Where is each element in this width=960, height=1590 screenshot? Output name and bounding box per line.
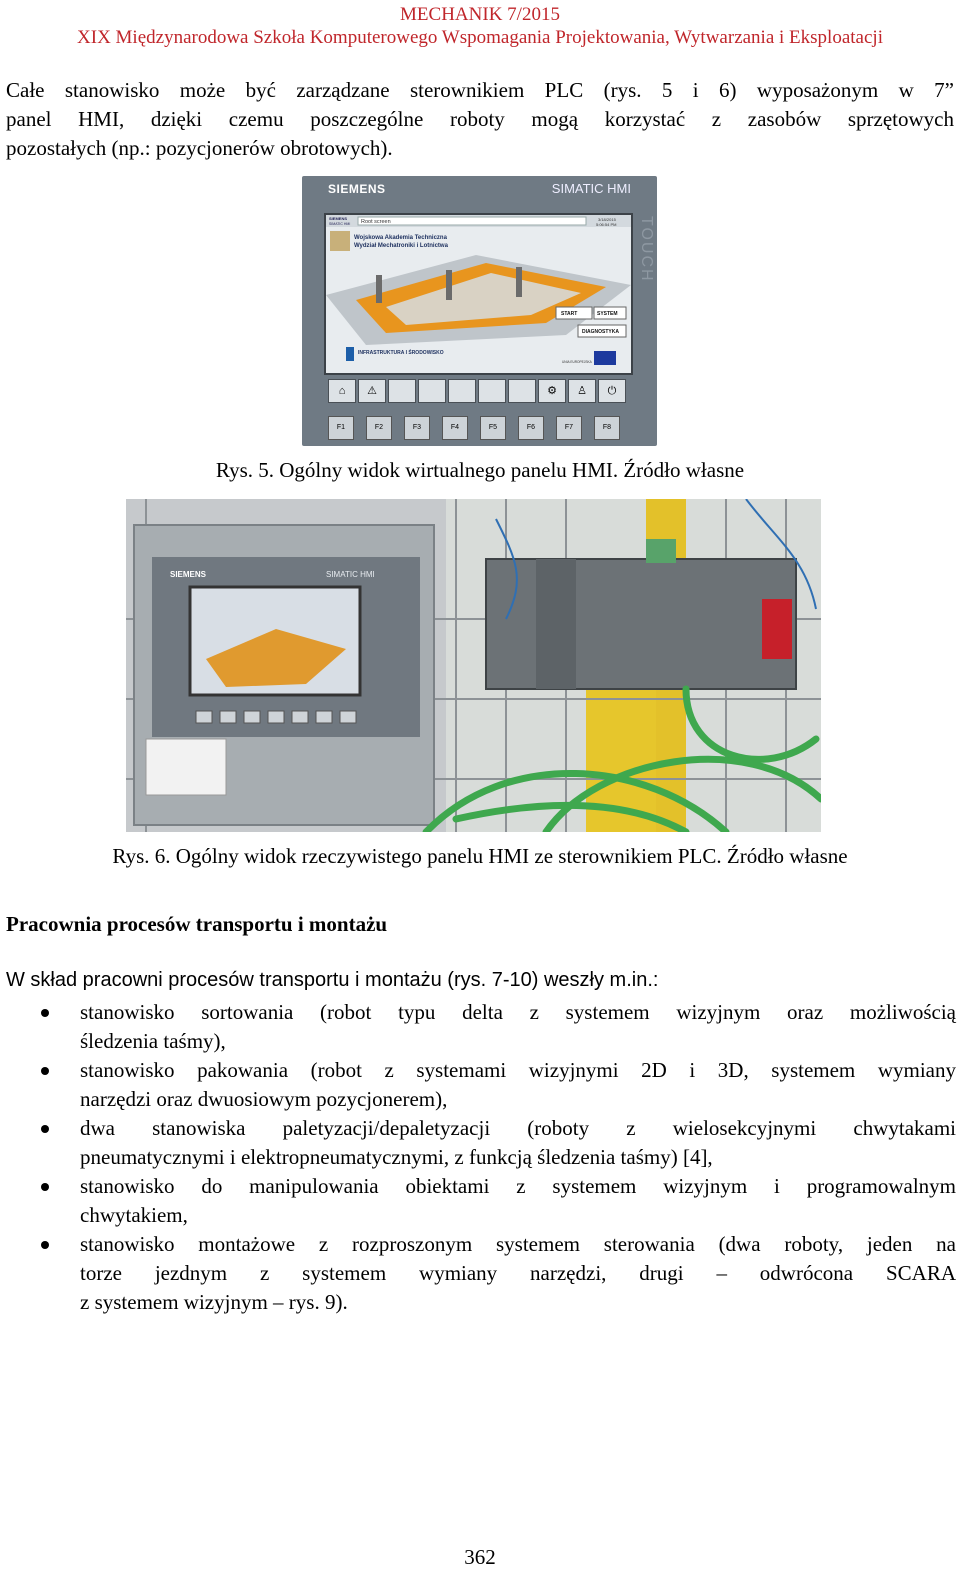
blank-key (388, 379, 416, 403)
bullet-icon (41, 1009, 49, 1017)
list-line: stanowisko sortowania (robot typu delta z systemem wizyjnym oraz możliwością (80, 1000, 956, 1024)
list-line: śledzenia taśmy), (80, 1029, 226, 1053)
f2-key: F2 (366, 416, 392, 440)
panel-brand: SIEMENS (328, 182, 386, 196)
start-button: START (561, 311, 578, 317)
list-item (0, 1056, 956, 1114)
photo-graphic (126, 499, 821, 832)
system-button: SYSTEM (597, 311, 618, 317)
list-line: stanowisko do manipulowania obiektami z systemem wizyjnym i programowalnym (80, 1174, 956, 1198)
paragraph-line: Całe stanowisko może być zarządzane sterownikiem PLC (rys. 5 i 6) wyposażonym w 7” (6, 78, 954, 102)
hmi-screen (324, 213, 633, 375)
list-line: chwytakiem, (80, 1203, 188, 1227)
bullet-icon (41, 1067, 49, 1075)
f1-key: F1 (328, 416, 354, 440)
list-item (0, 998, 956, 1056)
touch-label: TOUCH (638, 216, 655, 283)
section-intro: W skład pracowni procesów transportu i montażu (rys. 7-10) weszły m.in.: (6, 969, 659, 991)
screen-root-field: Root screen (361, 219, 391, 225)
equipment-list (0, 998, 960, 1317)
bullet-icon (41, 1183, 49, 1191)
paragraph-line: pozostałych (np.: pozycjonerów obrotowych). (6, 136, 393, 160)
f3-key: F3 (404, 416, 430, 440)
hmi-plc-photo (126, 499, 821, 832)
journal-title: MECHANIK 7/2015 (400, 4, 560, 25)
f8-key: F8 (594, 416, 620, 440)
figure6-caption: Rys. 6. Ogólny widok rzeczywistego panelu HMI ze sterownikiem PLC. Źródło własne (112, 844, 848, 868)
screen-brand: SIEMENS (329, 216, 348, 221)
list-line: stanowisko pakowania (robot z systemami wizyjnymi 2D i 3D, systemem wymiany (80, 1058, 956, 1082)
photo-panel-model: SIMATIC HMI (326, 570, 375, 579)
f6-key: F6 (518, 416, 544, 440)
eu-label: UNIA EUROPEJSKA (562, 360, 592, 364)
conference-title: XIX Międzynarodowa Szkoła Komputerowego Wspomagania Projektowania, Wytwarzania i Eksploatacji (77, 27, 883, 48)
person-icon: ♙ (568, 379, 596, 403)
hmi-screen-graphic (326, 215, 631, 373)
list-line: pneumatycznymi i elektropneumatycznymi, z funkcją śledzenia taśmy) [4], (80, 1145, 713, 1169)
warning-icon: ⚠ (358, 379, 386, 403)
institution-line1: Wojskowa Akademia Techniczna (354, 235, 447, 241)
list-line: torze jezdnym z systemem wymiany narzędzi, drugi – odwrócona SCARA (80, 1261, 956, 1285)
bullet-icon (41, 1241, 49, 1249)
f5-key: F5 (480, 416, 506, 440)
list-line: narzędzi oraz dwuosiowym pozycjonerem), (80, 1087, 448, 1111)
tools-icon: ⚙ (538, 379, 566, 403)
intro-paragraph (6, 76, 954, 163)
screen-time: 5:06:54 PM (596, 222, 617, 227)
infrastructure-logo: INFRASTRUKTURA I ŚRODOWISKO (358, 350, 444, 356)
list-item (0, 1172, 956, 1230)
screen-sub: SIMATIC HMI (329, 222, 351, 226)
f4-key: F4 (442, 416, 468, 440)
photo-panel-brand: SIEMENS (170, 570, 207, 579)
home-icon: ⌂ (328, 379, 356, 403)
list-line: stanowisko montażowe z rozproszonym systemem sterowania (dwa roboty, jeden na (80, 1232, 956, 1256)
blank-key (418, 379, 446, 403)
power-icon: ⏻ (598, 379, 626, 403)
list-item (0, 1114, 956, 1172)
figure5-caption: Rys. 5. Ogólny widok wirtualnego panelu HMI. Źródło własne (215, 458, 745, 482)
paragraph-line: panel HMI, dzięki czemu poszczególne roboty mogą korzystać z zasobów sprzętowych (6, 107, 954, 131)
diagnostics-button: DIAGNOSTYKA (582, 329, 619, 335)
f7-key: F7 (556, 416, 582, 440)
hmi-virtual-panel-figure (302, 176, 657, 446)
blank-key (508, 379, 536, 403)
list-line: z systemem wizyjnym – rys. 9). (80, 1290, 348, 1314)
section-heading: Pracownia procesów transportu i montażu (6, 912, 388, 936)
panel-model: SIMATIC HMI (551, 181, 631, 196)
bullet-icon (41, 1125, 49, 1133)
institution-line2: Wydział Mechatroniki i Lotnictwa (354, 243, 448, 249)
blank-key (478, 379, 506, 403)
screen-date: 3/18/2015 (598, 217, 616, 222)
list-item (0, 1230, 956, 1317)
list-line: dwa stanowiska paletyzacji/depaletyzacji (roboty z wielosekcyjnymi chwytakami (80, 1116, 956, 1140)
page-number: 362 (464, 1545, 496, 1569)
blank-key (448, 379, 476, 403)
